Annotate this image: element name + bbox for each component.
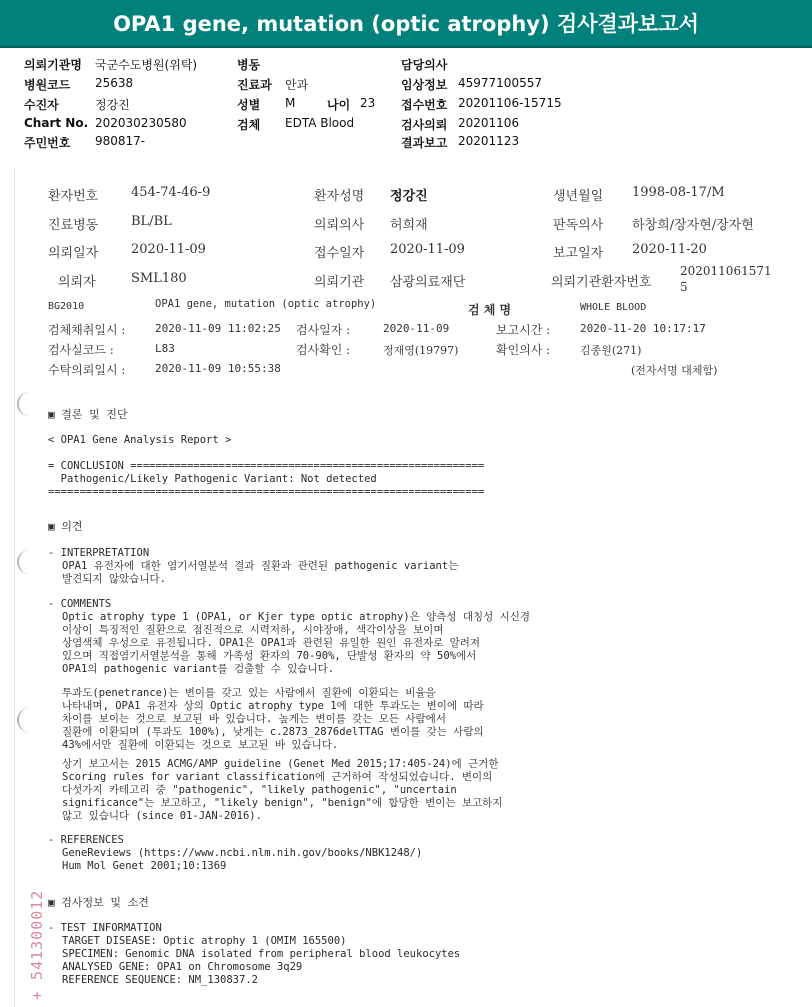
comments-line: 않고 있습니다 (since 01-JAN-2016). xyxy=(62,810,262,822)
conclusion-rule: ===================================================================== xyxy=(48,486,485,498)
reference-line: Hum Mol Genet 2001;10:1369 xyxy=(62,860,227,872)
info-age: 나이 23 xyxy=(327,96,376,112)
meta-value: 2020-11-20 10:17:17 xyxy=(580,322,706,335)
info-department: 진료과 안과 xyxy=(237,78,309,92)
info-hospital-code: 병원코드 25638 xyxy=(24,76,134,92)
meta-label: 검사확인 : xyxy=(296,343,351,357)
report-title-bar xyxy=(0,0,812,46)
meta-value: 김종원(271) xyxy=(580,344,642,357)
meta-value: 2020-11-09 xyxy=(383,322,450,335)
info-specimen: 검체 EDTA Blood xyxy=(237,116,355,132)
test-info-line: ANALYSED GENE: OPA1 on Chromosome 3q29 xyxy=(62,961,303,973)
info-resident-no: 주민번호 980817- xyxy=(24,134,146,150)
report-title-line: < OPA1 Gene Analysis Report > xyxy=(48,434,232,446)
meta-value: 정재영(19797) xyxy=(383,344,459,357)
info-receipt-no: 접수번호 20201106-15715 xyxy=(401,96,562,112)
grid-value: BL/BL xyxy=(131,214,172,229)
test-code: BG2010 xyxy=(48,301,85,312)
meta-label: 보고시간 : xyxy=(496,323,551,337)
specimen-value: WHOLE BLOOD xyxy=(580,302,647,313)
comments-line: 상기 보고서는 2015 ACMG/AMP guideline (Genet Med 2015;17:405-24)에 근거한 xyxy=(62,758,499,770)
electronic-signature-note: (전자서명 대체함) xyxy=(631,364,718,377)
grid-value: 삼광의료재단 xyxy=(390,275,466,290)
info-patient: 수진자 정강진 xyxy=(24,98,130,112)
grid-value: 2020-11-09 xyxy=(131,242,206,257)
test-name: OPA1 gene, mutation (optic atrophy) xyxy=(155,298,377,310)
comments-line: 투과도(penetrance)는 변이를 갖고 있는 사람에서 질환에 이환되는 비율을 xyxy=(62,687,436,699)
grid-value: 2020-11-20 xyxy=(632,242,707,257)
test-info-line: TARGET DISEASE: Optic atrophy 1 (OMIM 165500) xyxy=(62,935,347,947)
info-report-date: 결과보고 20201123 xyxy=(401,134,520,150)
grid-label: 접수일자 xyxy=(314,246,365,261)
info-institution: 의뢰기관명 국군수도병원(위탁) xyxy=(24,58,198,72)
info-clinical: 임상정보 45977100557 xyxy=(401,76,542,92)
conclusion-heading: ▣ 결론 및 진단 xyxy=(48,408,128,421)
grid-label: 판독의사 xyxy=(553,218,604,233)
test-info-line: SPECIMEN: Genomic DNA isolated from peripheral blood leukocytes xyxy=(62,948,461,960)
comments-heading: - COMMENTS xyxy=(48,598,112,610)
interpretation-line: 발견되지 않았습니다. xyxy=(62,573,166,585)
comments-line: Optic atrophy type 1 (OPA1, or Kjer type optic atrophy)은 양측성 대칭성 시신경 xyxy=(62,611,531,623)
comments-line: Scoring rules for variant classification에 근거하여 작성되었습니다. 변이의 xyxy=(62,771,493,783)
grid-label: 환자성명 xyxy=(314,189,365,204)
grid-value: 하창희/장자현/장자현 xyxy=(632,218,754,233)
specimen-label: 검 체 명 xyxy=(468,303,512,317)
comments-line: 차이를 보이는 것으로 보고된 바 있습니다. 높게는 변이를 갖는 모든 사람에서 xyxy=(62,713,446,725)
grid-value-cont: 5 xyxy=(680,280,688,294)
barcode-number: + 541300012 xyxy=(28,889,46,1000)
scanned-report xyxy=(14,167,812,1007)
conclusion-line: = CONCLUSION ======================================================== xyxy=(48,460,485,472)
info-ward: 병동 xyxy=(237,58,261,72)
reference-line: GeneReviews (https://www.ncbi.nlm.nih.gov/books/NBK1248/) xyxy=(62,847,423,859)
grid-value: 2020-11-09 xyxy=(390,242,465,257)
comments-line: 다섯가지 카테고리 중 "pathogenic", "likely pathogenic", "uncertain xyxy=(62,784,457,796)
grid-value: 202011061571 xyxy=(680,264,772,278)
comments-line: 43%에서만 질환에 이환되는 것으로 보고된 바 있습니다. xyxy=(62,739,339,751)
title-divider xyxy=(0,46,812,48)
grid-label: 의뢰기관환자번호 xyxy=(551,275,652,290)
interpretation-heading: - INTERPRETATION xyxy=(48,547,150,559)
grid-label: 의뢰기관 xyxy=(314,275,365,290)
comments-line: significance"는 보고하고, "likely benign", "benign"에 합당한 변이는 보고하지 xyxy=(62,797,503,809)
references-heading: - REFERENCES xyxy=(48,834,124,846)
meta-value: 2020-11-09 10:55:38 xyxy=(155,362,281,375)
info-chart-no: Chart No. 202030230580 xyxy=(24,116,187,130)
conclusion-text: Pathogenic/Likely Pathogenic Variant: Not detected xyxy=(48,473,377,485)
info-request-date: 검사의뢰 20201106 xyxy=(401,116,520,132)
grid-value: 1998-08-17/M xyxy=(632,185,725,200)
meta-label: 확인의사 : xyxy=(496,343,551,357)
comments-line: 있으며 직접염기서열분석을 통해 가족성 환자의 70-90%, 단발성 환자의 약 50%에서 xyxy=(62,650,477,662)
meta-value: L83 xyxy=(155,342,175,355)
opinion-heading: ▣ 의견 xyxy=(48,520,83,533)
grid-label: 생년월일 xyxy=(553,189,604,204)
grid-value: SML180 xyxy=(131,271,187,286)
interpretation-line: OPA1 유전자에 대한 염기서열분석 결과 질환과 관련된 pathogenic variant는 xyxy=(62,560,459,572)
report-title: OPA1 gene, mutation (optic atrophy) 검사결과보고서 xyxy=(113,12,699,36)
grid-label: 보고일자 xyxy=(553,246,604,261)
comments-line: 상염색체 우성으로 유전됩니다. OPA1은 OPA1과 관련된 유일한 원인 유전자로 알려져 xyxy=(62,637,481,649)
grid-label: 진료병동 xyxy=(48,218,99,233)
test-info-subheading: - TEST INFORMATION xyxy=(48,922,162,934)
test-info-line: REFERENCE SEQUENCE: NM_130837.2 xyxy=(62,974,258,986)
info-physician: 담당의사 xyxy=(401,58,448,72)
info-sex: 성별 M xyxy=(237,96,296,112)
meta-label: 검사실코드 : xyxy=(48,343,114,357)
meta-label: 검체채취일시 : xyxy=(48,323,126,337)
grid-label: 의뢰자 xyxy=(58,275,96,290)
grid-value: 정강진 xyxy=(390,189,428,204)
meta-value: 2020-11-09 11:02:25 xyxy=(155,322,281,335)
grid-label: 의뢰의사 xyxy=(314,218,365,233)
grid-label: 의뢰일자 xyxy=(48,246,99,261)
grid-value: 허희재 xyxy=(390,218,428,233)
grid-label: 환자번호 xyxy=(48,189,99,204)
meta-label: 수탁의뢰일시 : xyxy=(48,363,126,377)
comments-line: 나타내며, OPA1 유전자 상의 Optic atrophy type 1에 대한 투과도는 변이에 따라 xyxy=(62,700,484,712)
comments-line: 이상이 특징적인 질환으로 점진적으로 시력저하, 시야장애, 색각이상을 보이며 xyxy=(62,624,444,636)
meta-label: 검사일자 : xyxy=(296,323,351,337)
grid-value: 454-74-46-9 xyxy=(131,185,211,200)
test-info-heading: ▣ 검사정보 및 소견 xyxy=(48,896,149,909)
comments-line: OPA1의 pathogenic variant를 검출할 수 있습니다. xyxy=(62,663,335,675)
comments-line: 질환에 이환되며 (투과도 100%), 낮게는 c.2873_2876delTTAG 변이를 갖는 사람의 xyxy=(62,726,484,738)
